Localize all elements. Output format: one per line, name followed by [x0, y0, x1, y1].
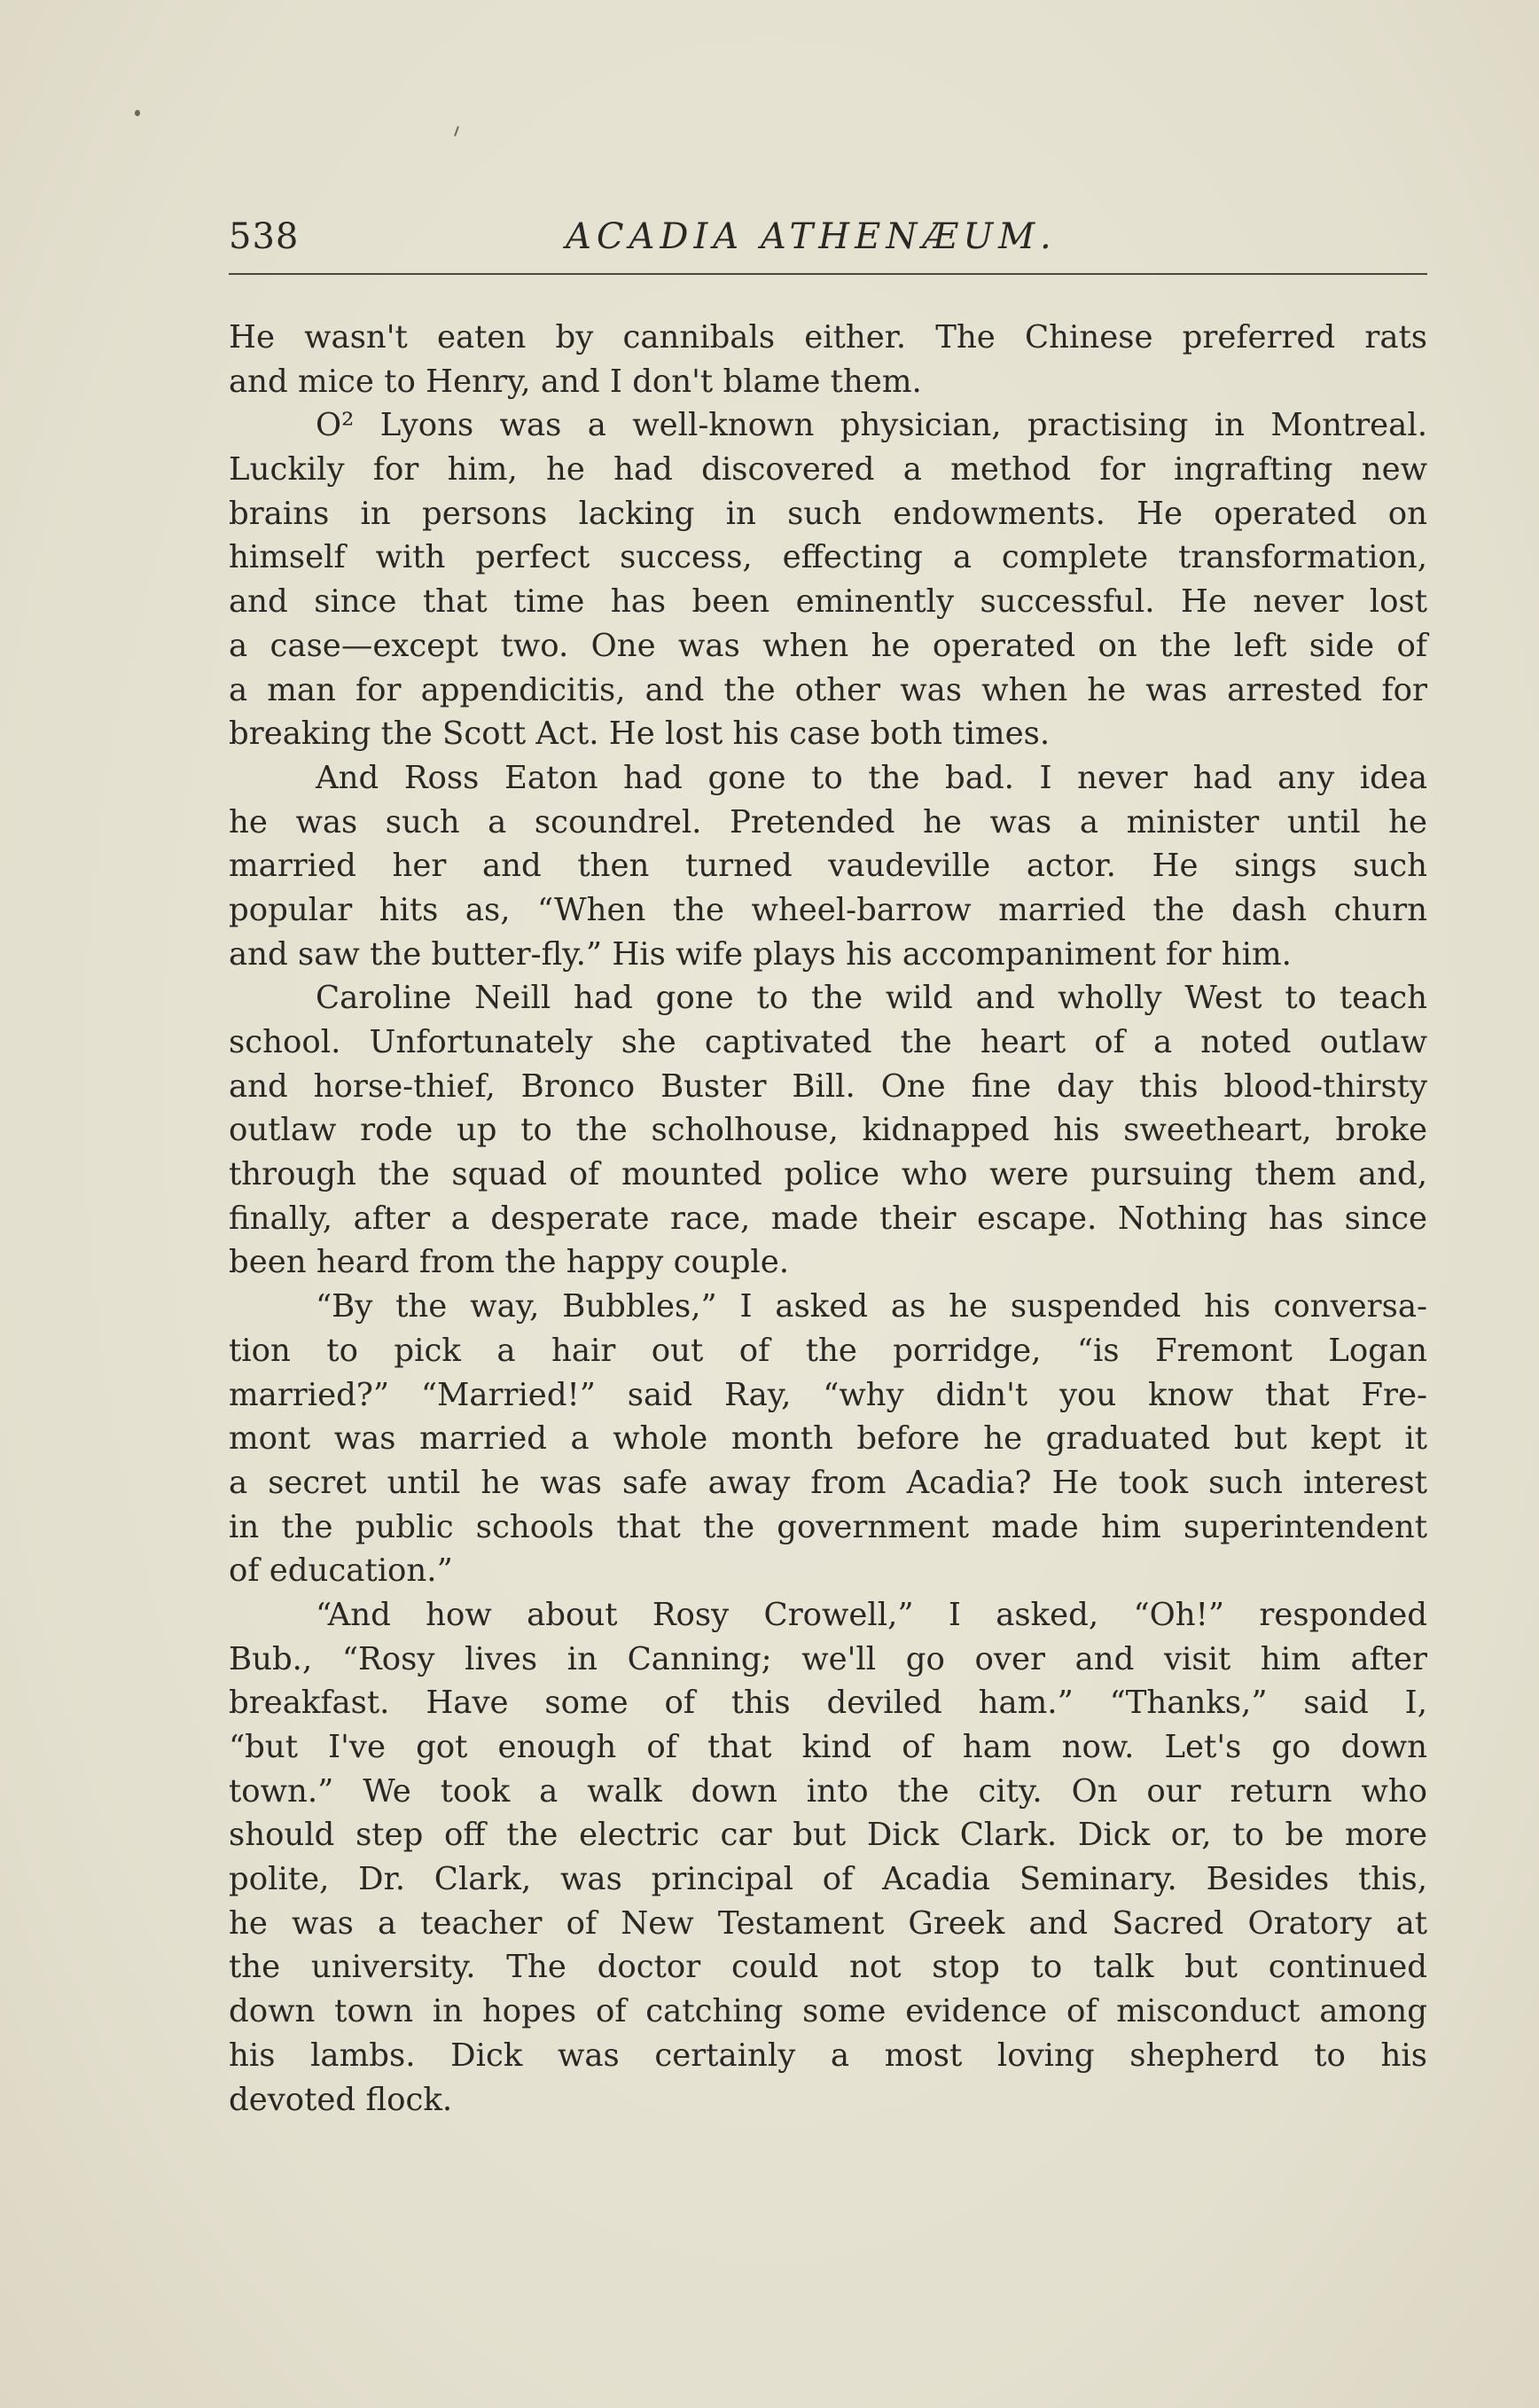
text-line: a secret until he was safe away from Acadia? He took such interest: [229, 1464, 1427, 1501]
text-line: outlaw rode up to the scholhouse, kidnapped his sweetheart, broke: [229, 1112, 1427, 1149]
text-line: finally, after a desperate race, made their escape. Nothing has since: [229, 1200, 1427, 1237]
text-line: and saw the butter-fly.” His wife plays his accompaniment for him.: [229, 935, 1292, 973]
text-line: a man for appendicitis, and the other was when he was arrested for: [229, 671, 1427, 708]
text-line: and since that time has been eminently successful. He never lost: [229, 583, 1427, 621]
page-header: [229, 209, 1427, 271]
ink-speck: [454, 126, 459, 137]
text-line: Caroline Neill had gone to the wild and wholly West to teach: [316, 980, 1427, 1017]
ink-speck: [135, 110, 140, 116]
text-line: he was a teacher of New Testament Greek and Sacred Oratory at: [229, 1904, 1427, 1942]
header-rule: [229, 273, 1427, 275]
text-line: through the squad of mounted police who were pursuing them and,: [229, 1156, 1427, 1193]
text-line: “And how about Rosy Crowell,” I asked, “Oh!” responded: [316, 1596, 1427, 1633]
text-line: breakfast. Have some of this deviled ham.” “Thanks,” said I,: [229, 1685, 1427, 1722]
text-line: devoted flock.: [229, 2081, 453, 2118]
text-line: of education.”: [229, 1552, 453, 1590]
page-number: 538: [229, 216, 300, 257]
text-line: town.” We took a walk down into the city. On our return who: [229, 1772, 1427, 1810]
text-line: and mice to Henry, and I don't blame them.: [229, 363, 922, 400]
text-line: Luckily for him, he had discovered a method for ingrafting new: [229, 451, 1427, 489]
text-line: down town in hopes of catching some evidence of misconduct among: [229, 1993, 1427, 2030]
article-body: [229, 316, 1427, 2122]
text-line: and horse-thief, Bronco Buster Bill. One fine day this blood-thirsty: [229, 1067, 1427, 1105]
text-line: popular hits as, “When the wheel-barrow married the dash churn: [229, 891, 1427, 928]
text-line: brains in persons lacking in such endowments. He operated on: [229, 495, 1427, 532]
text-line: Bub., “Rosy lives in Canning; we'll go over and visit him after: [229, 1640, 1427, 1677]
text-line: in the public schools that the government made him superintendent: [229, 1508, 1427, 1545]
text-line: the university. The doctor could not stop to talk but continued: [229, 1949, 1427, 1986]
text-line: mont was married a whole month before he graduated but kept it: [229, 1420, 1427, 1458]
text-line: himself with perfect success, effecting a complete transformation,: [229, 539, 1427, 576]
text-line: school. Unfortunately she captivated the heart of a noted outlaw: [229, 1024, 1427, 1060]
text-line: married her and then turned vaudeville actor. He sings such: [229, 848, 1427, 885]
running-title: ACADIA ATHENÆUM.: [566, 216, 1057, 257]
text-line: And Ross Eaton had gone to the bad. I never had any idea: [316, 759, 1427, 796]
text-line: He wasn't eaten by cannibals either. The Chinese preferred rats: [229, 319, 1427, 356]
text-line: tion to pick a hair out of the porridge, “is Fremont Logan: [229, 1332, 1427, 1369]
text-line: “By the way, Bubbles,” I asked as he suspended his conversa-: [316, 1288, 1427, 1325]
text-line: he was such a scoundrel. Pretended he was a minister until he: [229, 803, 1427, 840]
text-line: a case—except two. One was when he operated on the left side of: [229, 627, 1427, 664]
text-line: been heard from the happy couple.: [229, 1244, 790, 1281]
text-line: breaking the Scott Act. He lost his case both times.: [229, 715, 1051, 753]
text-line: “but I've got enough of that kind of ham now. Let's go down: [229, 1729, 1427, 1765]
text-line: polite, Dr. Clark, was principal of Acadia Seminary. Besides this,: [229, 1861, 1427, 1898]
text-line: O² Lyons was a well-known physician, practising in Montreal.: [316, 407, 1427, 444]
text-line: married?” “Married!” said Ray, “why didn't you know that Fre-: [229, 1376, 1427, 1413]
text-line: should step off the electric car but Dick Clark. Dick or, to be more: [229, 1817, 1427, 1854]
text-line: his lambs. Dick was certainly a most loving shepherd to his: [229, 2037, 1427, 2074]
